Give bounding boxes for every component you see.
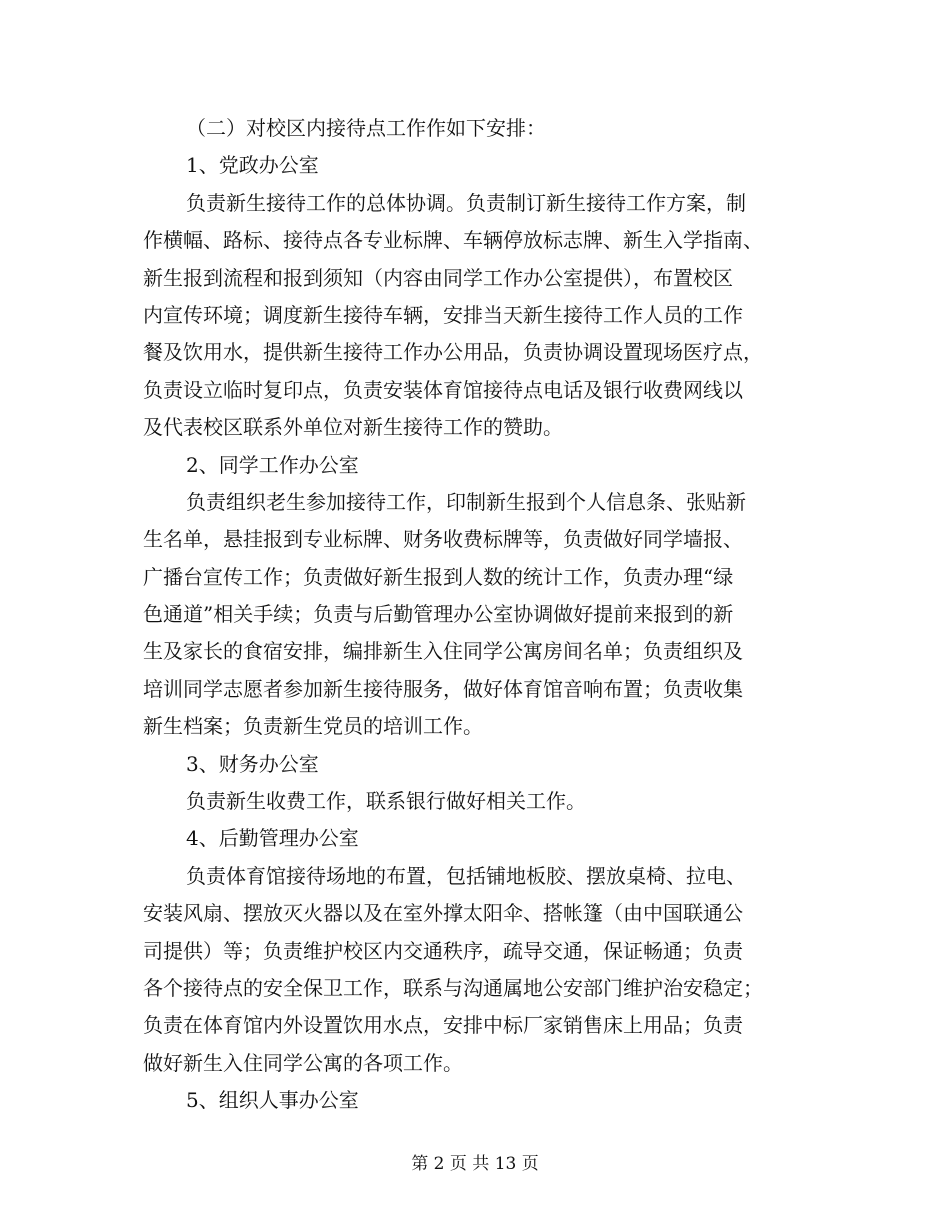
text-line: 广播台宣传工作；负责做好新生报到人数的统计工作，负责办理“绿	[143, 564, 734, 589]
text-line: 餐及饮用水，提供新生接待工作办公用品，负责协调设置现场医疗点，	[143, 340, 763, 365]
text-line: （二）对校区内接待点工作作如下安排：	[186, 116, 546, 140]
text-line: 负责在体育馆内外设置饮用水点，安排中标厂家销售床上用品；负责	[143, 1013, 743, 1038]
text-line: 各个接待点的安全保卫工作，联系与沟通属地公安部门维护治安稳定；	[143, 975, 763, 1000]
text-line: 1、党政办公室	[186, 153, 319, 178]
text-line: 3、财务办公室	[186, 751, 319, 776]
text-line: 生名单，悬挂报到专业标牌、财务收费标牌等，负责做好同学墙报、	[143, 527, 743, 552]
text-line: 内宣传环境；调度新生接待车辆，安排当天新生接待工作人员的工作	[143, 302, 743, 327]
text-line: 安装风扇、摆放灭火器以及在室外撑太阳伞、搭帐篷（由中国联通公	[143, 901, 743, 926]
text-line: 负责新生接待工作的总体协调。负责制订新生接待工作方案，制	[186, 190, 746, 215]
text-line: 新生档案；负责新生党员的培训工作。	[143, 714, 483, 739]
text-line: 作横幅、路标、接待点各专业标牌、车辆停放标志牌、新生入学指南、	[143, 228, 763, 253]
text-line: 新生报到流程和报到须知（内容由同学工作办公室提供），布置校区	[143, 265, 733, 290]
text-line: 生及家长的食宿安排，编排新生入住同学公寓房间名单；负责组织及	[143, 639, 743, 664]
text-line: 负责组织老生参加接待工作，印制新生报到个人信息条、张贴新	[186, 489, 746, 514]
text-line: 5、组织人事办公室	[186, 1088, 359, 1113]
text-line: 做好新生入住同学公寓的各项工作。	[143, 1050, 463, 1075]
document-body	[143, 110, 803, 1120]
text-line: 负责新生收费工作，联系银行做好相关工作。	[186, 789, 586, 814]
text-line: 司提供）等；负责维护校区内交通秩序，疏导交通，保证畅通；负责	[143, 938, 743, 963]
text-line: 负责设立临时复印点，负责安装体育馆接待点电话及银行收费网线以	[143, 377, 743, 402]
text-line: 培训同学志愿者参加新生接待服务，做好体育馆音响布置；负责收集	[143, 676, 743, 701]
text-line: 2、同学工作办公室	[186, 452, 359, 477]
text-line: 4、后勤管理办公室	[186, 826, 359, 851]
page-footer: 第 2 页 共 13 页	[411, 1154, 539, 1174]
text-line: 负责体育馆接待场地的布置，包括铺地板胶、摆放桌椅、拉电、	[186, 863, 746, 888]
text-line: 色通道”相关手续；负责与后勤管理办公室协调做好提前来报到的新	[143, 602, 734, 627]
text-line: 及代表校区联系外单位对新生接待工作的赞助。	[143, 415, 563, 440]
